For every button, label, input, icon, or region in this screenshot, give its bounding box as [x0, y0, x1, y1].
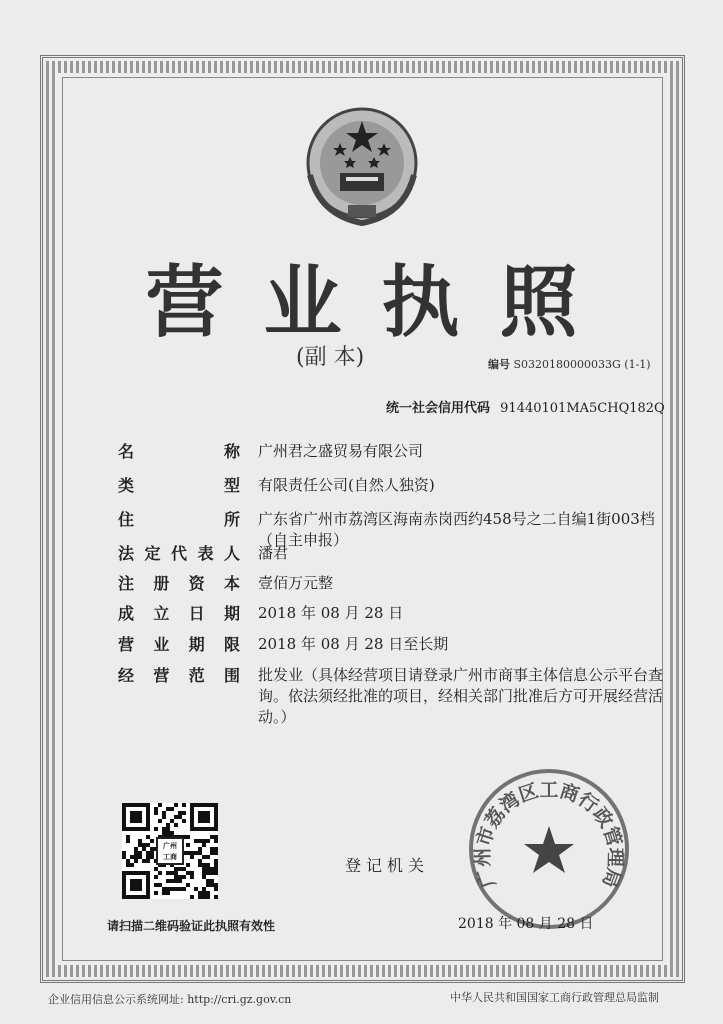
field-label — [118, 509, 240, 530]
field-label — [118, 543, 240, 564]
field-label — [118, 634, 240, 655]
field-label-char: 营 — [118, 635, 135, 654]
field-value: 2018 年 08 月 28 日 — [258, 604, 404, 622]
field-label-char: 名 — [118, 442, 135, 461]
qr-badge-line1: 广州 — [163, 842, 177, 850]
field-label-char: 立 — [153, 604, 170, 623]
registration-authority-label: 登记机关 — [345, 856, 430, 875]
national-emblem-icon — [300, 105, 424, 227]
field-label-char: 册 — [153, 574, 170, 593]
field-value: 潘君 — [258, 544, 289, 562]
field-label-char: 营 — [153, 666, 170, 685]
field-value: 广东省广州市荔湾区海南赤岗西约458号之二自编1街003档（自主申报） — [258, 510, 655, 549]
field-label-char: 法 — [118, 544, 135, 563]
field-label-char: 限 — [223, 635, 240, 654]
field-label-char: 注 — [118, 574, 135, 593]
field-label-char: 业 — [153, 635, 170, 654]
field-label-char: 经 — [118, 666, 135, 685]
field-label-char: 定 — [144, 544, 161, 563]
document-subtitle: (副 本) — [296, 345, 365, 370]
registration-date: 2018 年 08 月 28 日 — [458, 916, 594, 932]
seal-text: 广州市荔湾区工商行政管理局 — [471, 779, 627, 891]
field-value: 批发业（具体经营项目请登录广州市商事主体信息公示平台查询。依法须经批准的项目，经相关部门批准后方可开展经营活动。） — [258, 666, 664, 726]
credit-code-label: 统一社会信用代码 — [386, 401, 491, 416]
field-label-char: 代 — [170, 544, 187, 563]
field-label-char: 成 — [118, 604, 135, 623]
scan-note: 请扫描二维码验证此执照有效性 — [107, 919, 276, 933]
field-label-char: 期 — [188, 635, 205, 654]
official-seal-icon — [468, 768, 630, 930]
field-label-char: 本 — [223, 574, 240, 593]
credit-code — [386, 397, 665, 416]
qr-code[interactable] — [122, 803, 218, 899]
field-label-char: 所 — [223, 510, 240, 529]
field-label-char: 期 — [223, 604, 240, 623]
credit-code-value: 91440101MA5CHQ182Q — [500, 401, 665, 416]
field-label-char: 围 — [223, 666, 240, 685]
field-label-char: 人 — [223, 544, 240, 563]
field-label-char: 类 — [118, 476, 135, 495]
serial-number — [488, 356, 651, 372]
serial-value: S0320180000033G (1-1) — [513, 358, 651, 371]
field-value: 2018 年 08 月 28 日至长期 — [258, 635, 449, 653]
qr-badge-line2: 工商 — [163, 853, 177, 861]
field-label-char: 型 — [223, 476, 240, 495]
field-label-char: 住 — [118, 510, 135, 529]
serial-label: 编号 — [488, 358, 510, 371]
field-label-char: 日 — [188, 604, 205, 623]
field-label — [118, 441, 240, 462]
field-label — [118, 665, 240, 686]
field-label-char: 表 — [197, 544, 214, 563]
field-label-char: 范 — [188, 666, 205, 685]
footer-website: 企业信用信息公示系统网址: http://cri.gz.gov.cn — [48, 993, 292, 1006]
field-label — [118, 573, 240, 594]
field-value: 壹佰万元整 — [258, 574, 334, 592]
footer-supervisor: 中华人民共和国国家工商行政管理总局监制 — [450, 991, 659, 1004]
document-title: 营业执照 — [145, 258, 618, 348]
field-label-char: 资 — [188, 574, 205, 593]
qr-badge — [156, 837, 184, 865]
field-label — [118, 475, 240, 496]
field-label — [118, 603, 240, 624]
field-value: 有限责任公司(自然人独资) — [258, 476, 435, 494]
field-label-char: 称 — [223, 442, 240, 461]
field-value: 广州君之盛贸易有限公司 — [258, 442, 424, 460]
